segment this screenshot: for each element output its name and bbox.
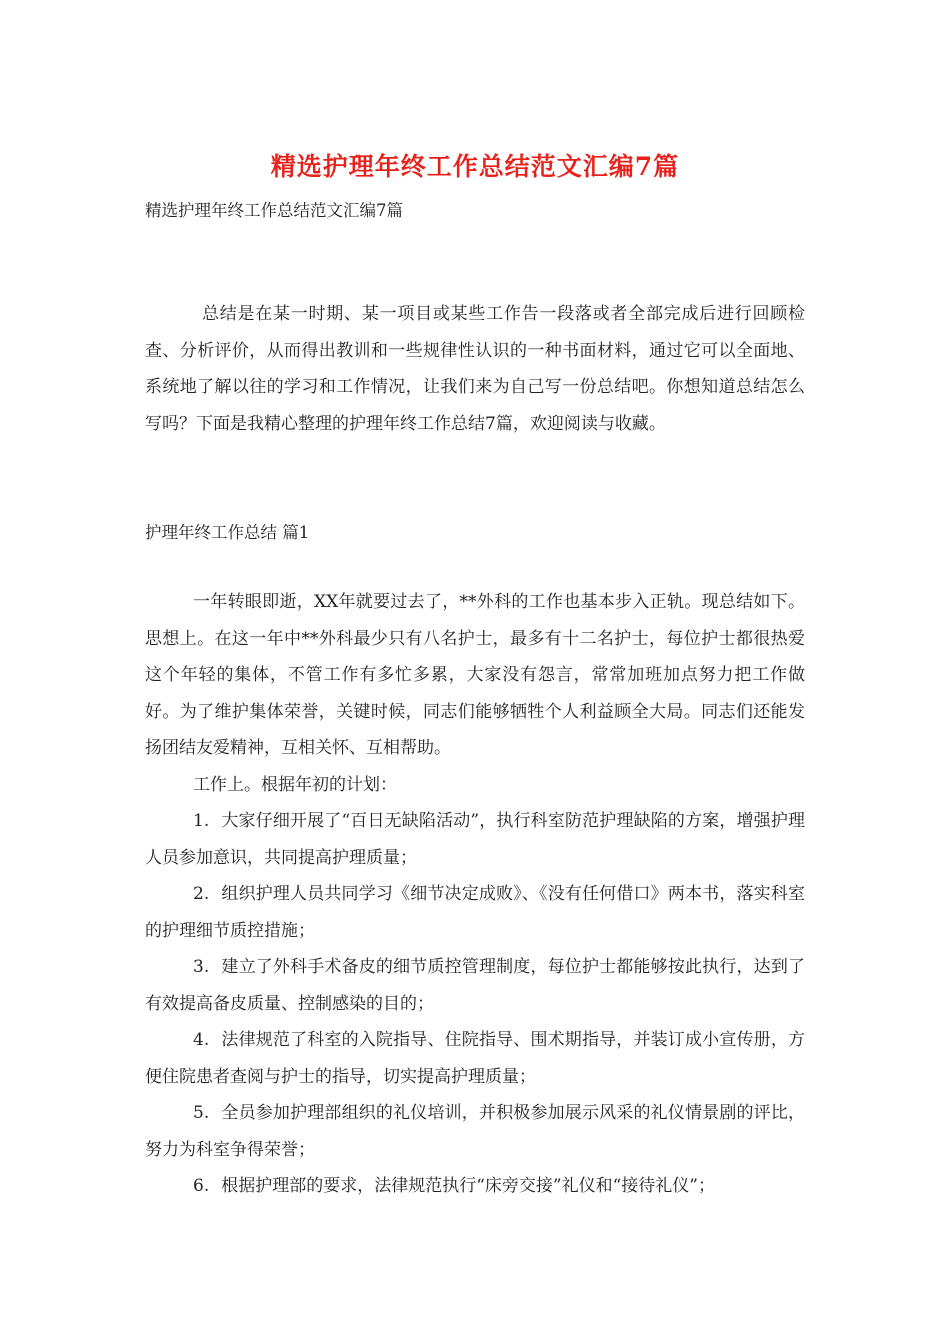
plan-list bbox=[145, 803, 805, 1205]
intro-paragraph: 总结是在某一时期、某一项目或某些工作告一段落或者全部完成后进行回顾检查、分析评价，从而得出教训和一些规律性认识的一种书面材料，通过它可以全面地、系统地了解以往的学习和工作情况，让我们来为自己写一份总结吧。你想知道总结怎么写吗？下面是我精心整理的护理年终工作总结7篇，欢迎阅读与收藏。 bbox=[145, 304, 805, 434]
body-paragraph-1: 一年转眼即逝，XX年就要过去了，**外科的工作也基本步入正轨。现总结如下。思想上。在这一年中**外科最少只有八名护士，最多有十二名护士，每位护士都很热爱这个年轻的集体，不管工作有多忙多累，大家没有怨言，常常加班加点努力把工作做好。为了维护集体荣誉，关键时候，同志们能够牺牲个人利益顾全大局。同志们还能发扬团结友爱精神，互相关怀、互相帮助。 bbox=[145, 592, 805, 758]
list-item-number: 2. bbox=[193, 884, 210, 904]
list-item-text: 组织护理人员共同学习《细节决定成败》、《没有任何借口》两本书，落实科室的护理细节质控措施； bbox=[145, 884, 805, 941]
list-item-text: 根据护理部的要求，法律规范执行“床旁交接”礼仪和“接待礼仪”； bbox=[221, 1176, 715, 1196]
list-item-number: 4. bbox=[193, 1030, 210, 1050]
list-item bbox=[145, 1022, 805, 1095]
list-item-text: 法律规范了科室的入院指导、住院指导、围术期指导，并装订成小宣传册，方便住院患者查阅与护士的指导，切实提高护理质量； bbox=[145, 1030, 805, 1087]
list-item-number: 6. bbox=[193, 1176, 210, 1196]
list-item-number: 3. bbox=[193, 957, 210, 977]
list-item-text: 大家仔细开展了“百日无缺陷活动”，执行科室防范护理缺陷的方案，增强护理人员参加意识，共同提高护理质量； bbox=[145, 811, 805, 868]
document-subtitle: 精选护理年终工作总结范文汇编7篇 bbox=[145, 201, 403, 220]
list-item bbox=[145, 876, 805, 949]
document-title: 精选护理年终工作总结范文汇编7篇 bbox=[270, 152, 680, 181]
section-heading: 护理年终工作总结 篇1 bbox=[145, 523, 310, 542]
list-item bbox=[145, 1095, 805, 1168]
list-item-text: 全员参加护理部组织的礼仪培训，并积极参加展示风采的礼仪情景剧的评比，努力为科室争得荣誉； bbox=[145, 1103, 805, 1160]
list-item-text: 建立了外科手术备皮的细节质控管理制度，每位护士都能够按此执行，达到了有效提高备皮质量、控制感染的目的； bbox=[145, 957, 805, 1014]
body-paragraph-2: 工作上。根据年初的计划： bbox=[193, 775, 397, 795]
list-item bbox=[145, 803, 805, 876]
list-item-number: 5. bbox=[193, 1103, 210, 1123]
list-item bbox=[145, 949, 805, 1022]
list-item bbox=[145, 1168, 805, 1205]
list-item-number: 1. bbox=[193, 811, 210, 831]
